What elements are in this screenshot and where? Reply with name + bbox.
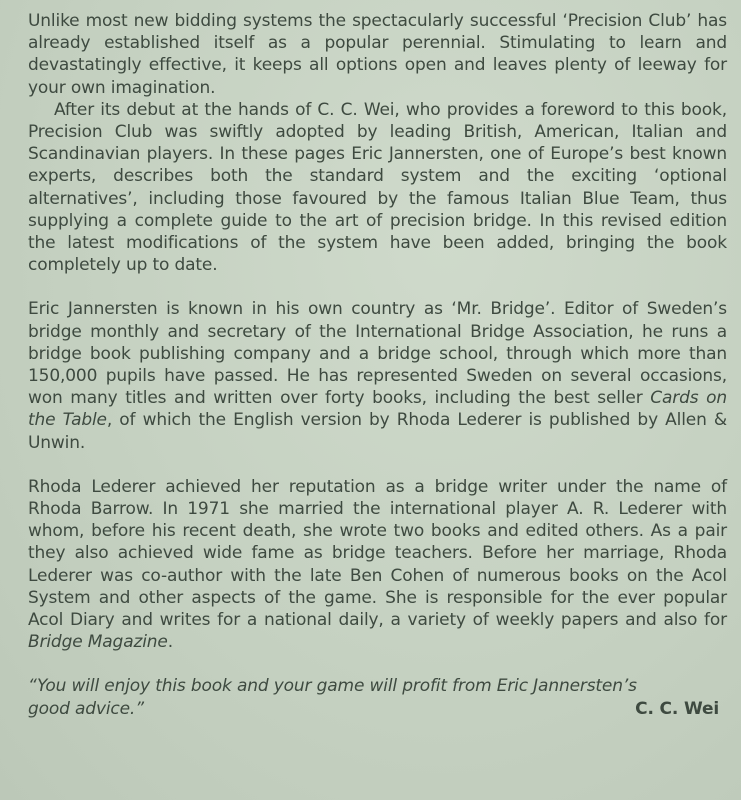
author-bio-paragraph: [28, 298, 727, 453]
quote-last-row: [28, 698, 727, 720]
translator-bio-paragraph: [28, 476, 727, 654]
translator-bio-text-end: .: [167, 632, 174, 653]
quote-attribution: C. C. Wei: [635, 698, 719, 719]
quote-line-2: good advice.”: [28, 698, 144, 719]
blurb-paragraph-1: Unlike most new bidding systems the spectacularly successful ‘Precision Club’ has already established itself as a popular perennial. Stimulating to learn and devastatingly effective, it keeps all options open and leaves plenty of leeway for your own imagination.: [28, 11, 727, 98]
endorsement-quote: [28, 675, 727, 719]
quote-line-1: “You will enjoy this book and your game will profit from Eric Jannersten’s: [28, 676, 637, 697]
book-title-cards-on-the-table: Cards on the Table: [28, 388, 727, 431]
translator-bio-text: Rhoda Lederer achieved her reputation as a bridge writer under the name of Rhoda Barrow. In 1971 she married the international player A. R. Lederer with whom, before his recent death, she wrote two books and edited others. As a pair they also achieved wide fame as bridge teachers. Before her marriage, Rhoda Lederer was co-author with the late Ben Cohen of numerous books on the Acol System and other aspects of the game. She is responsible for the ever popular Acol Diary and writes for a national daily, a variety of weekly papers and also for: [28, 476, 727, 631]
blurb-paragraph-2: After its debut at the hands of C. C. Wei, who provides a foreword to this book, Precision Club was swiftly adopted by leading British, American, Italian and Scandinavian players. In these pages Eric Jannersten, one of Europe’s best known experts, describes both the standard system and the exciting ‘optional alternatives’, including those favoured by the famous Italian Blue Team, thus supplying a complete guide to the art of precision bridge. In this revised edition the latest modifications of the system have been added, bringing the book completely up to date.: [28, 99, 727, 276]
author-bio-text: Eric Jannersten is known in his own country as ‘Mr. Bridge’. Editor of Sweden’s bridge monthly and secretary of the International Bridge Association, he runs a bridge book publishing company and a bridge school, through which more than 150,000 pupils have passed. He has represented Sweden on several occasions, won many titles and written over forty books, including the best seller: [28, 299, 727, 409]
magazine-title-bridge-magazine: Bridge Magazine: [28, 632, 168, 653]
author-bio-text-end: , of which the English version by Rhoda Lederer is published by Allen & Unwin.: [28, 410, 727, 453]
